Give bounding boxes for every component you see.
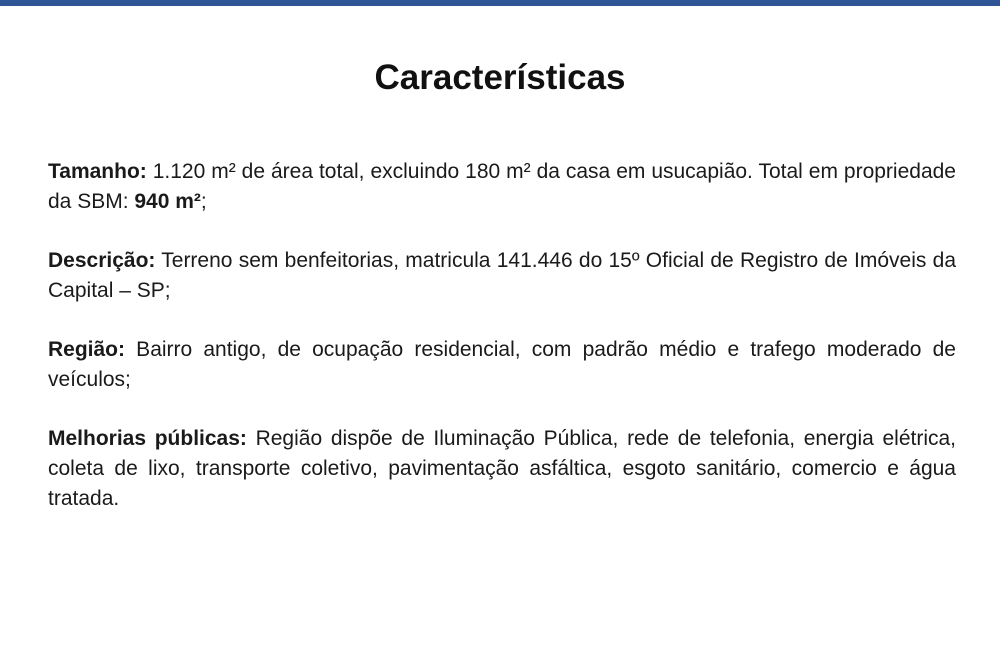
paragraph-regiao xyxy=(48,335,956,395)
text-melhorias: Região dispõe de Iluminação Pública, rede de telefonia, energia elétrica, coleta de lixo, transporte coletivo, pavimentação asfáltica, esgoto sanitário, comercio e água tratada. xyxy=(48,427,957,510)
text-tamanho-end: ; xyxy=(200,190,207,213)
label-regiao: Região: xyxy=(48,338,126,361)
value-total-propriedade: 940 m² xyxy=(134,190,201,213)
slide-content xyxy=(48,157,956,543)
label-descricao: Descrição: xyxy=(48,249,156,272)
label-melhorias: Melhorias públicas: xyxy=(48,427,247,450)
text-regiao: Bairro antigo, de ocupação residencial, com padrão médio e trafego moderado de veículos; xyxy=(48,338,956,391)
text-descricao: Terreno sem benfeitorias, matricula 141.446 do 15º Oficial de Registro de Imóveis da Capital – SP; xyxy=(48,249,956,302)
text-tamanho: 1.120 m² de área total, excluindo 180 m² da casa em usucapião. Total em propriedade da SBM: xyxy=(48,160,956,213)
paragraph-tamanho xyxy=(48,157,956,217)
label-tamanho: Tamanho: xyxy=(48,160,147,183)
top-accent-bar xyxy=(0,0,1000,6)
paragraph-descricao xyxy=(48,246,956,306)
slide-title: Características xyxy=(374,58,626,97)
paragraph-melhorias xyxy=(48,424,956,514)
